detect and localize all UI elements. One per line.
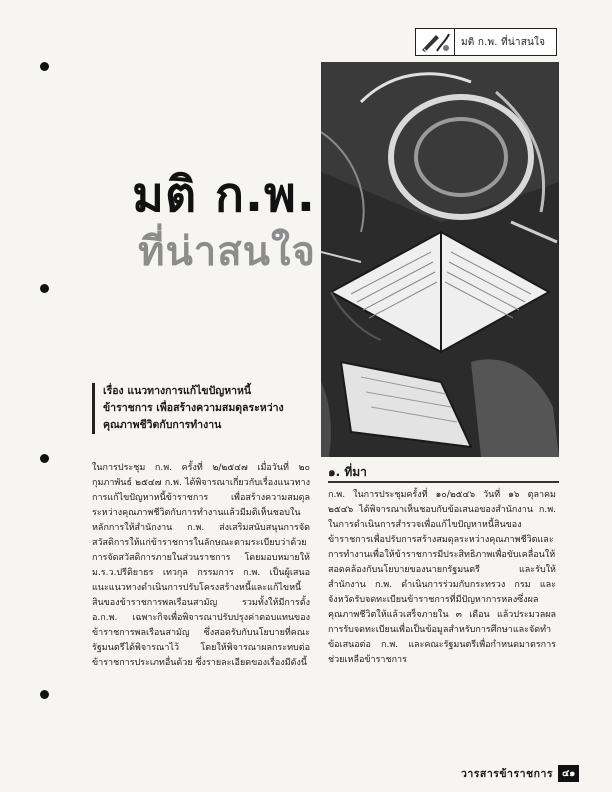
body-paragraph: ก.พ. ในการประชุมครั้งที่ ๑๐/๒๕๔๖ วันที่ ๑๖ ตุลาคม ๒๕๔๖ ได้พิจารณาเห็นชอบกับข้อเสนอของสำนักงาน ก.พ. ในการดำเนินการสำรวจเพื่อแก้ไขปัญหาหนี้สินของข้าราชการเพื่อปรับการสร้างสมดุลระหว่างคุณภาพชีวิตและการทำงานเพื่อให้ข้าราชการมีประสิทธิภาพเพื่อขับเคลื่อนให้สอดคล้องกับนโยบายของนายกรัฐมนตรี และรับให้สำนักงาน ก.พ. ดำเนินการร่วมกับกระทรวง กรม และจังหวัดรับจดทะเบียนข้าราชการที่มีปัญหาการหลงซึ่งผลคุณภาพชีวิตให้แล้วเสร็จภายใน ๓ เดือน แล้วประมวลผลการรับจดทะเบียนเพื่อเป็นข้อมูลสำหรับการศึกษาและจัดทำข้อเสนอต่อ ก.พ. และคณะรัฐมนตรีเพื่อกำหนดมาตรการช่วยเหลือข้าราชการ (328, 490, 556, 665)
subject-line: ข้าราชการ เพื่อสร้างความสมดุลระหว่าง (103, 402, 284, 414)
binder-hole (40, 690, 49, 699)
left-column (92, 461, 310, 671)
article-title: มติ ก.พ. (132, 167, 316, 223)
section-heading: ๑. ที่มา (328, 465, 367, 479)
article-subject (92, 383, 327, 434)
subject-line: คุณภาพชีวิตกับการทำงาน (103, 419, 222, 431)
binder-hole (40, 454, 49, 463)
right-column (328, 488, 556, 668)
section-header-title: มติ ก.พ. ที่น่าสนใจ (461, 36, 546, 48)
page-footer (461, 766, 579, 781)
journal-title: วารสารข้าราชการ (461, 768, 554, 780)
subject-line: เรื่อง แนวทางการแก้ไขปัญหาหนี้ (103, 385, 252, 397)
binder-hole (40, 284, 49, 293)
section-header (415, 28, 557, 56)
pen-and-ink-icon (416, 29, 455, 55)
article-subtitle: ที่น่าสนใจ (138, 229, 316, 275)
body-paragraph: ในการประชุม ก.พ. ครั้งที่ ๒/๒๕๔๗ เมื่อวันที่ ๒๐ กุมภาพันธ์ ๒๕๔๗ ก.พ. ได้พิจารณาเกี่ยวกับเรื่องแนวทางการแก้ไขปัญหาหนี้ข้าราชการ เพื่อสร้างความสมดุลระหว่างคุณภาพชีวิตกับการทำงานแล้วมีมติเห็นชอบในหลักการให้สำนักงาน ก.พ. ส่งเสริมสนับสนุนการจัดสวัสดิการให้แก่ข้าราชการในลักษณะตามระเบียบว่าด้วยการจัดสวัสดิการภายในส่วนราชการ โดยมอบหมายให้ ม.ร.ว.ปรีดิยาธร เทวกุล กรรมการ ก.พ. เป็นผู้เสนอแนะแนวทางดำเนินการปรับโครงสร้างหนี้และแก้ไขหนี้สินของข้าราชการพลเรือนสามัญ รวมทั้งให้มีการตั้ง อ.ก.พ. เฉพาะกิจเพื่อพิจารณาปรับปรุงค่าตอบแทนของข้าราชการพลเรือนสามัญ ซึ่งสอดรับกับนโยบายที่คณะรัฐมนตรีได้พิจารณาไว้ โดยให้พิจารณาผลกระทบต่อข้าราชการประเภทอื่นด้วย ซึ่งรายละเอียดของเรื่องมีดังนี้ (92, 463, 310, 668)
book-illustration (321, 62, 559, 457)
binder-hole (40, 62, 49, 71)
section-divider (328, 481, 559, 483)
page-number: ๔๑ (558, 765, 579, 782)
